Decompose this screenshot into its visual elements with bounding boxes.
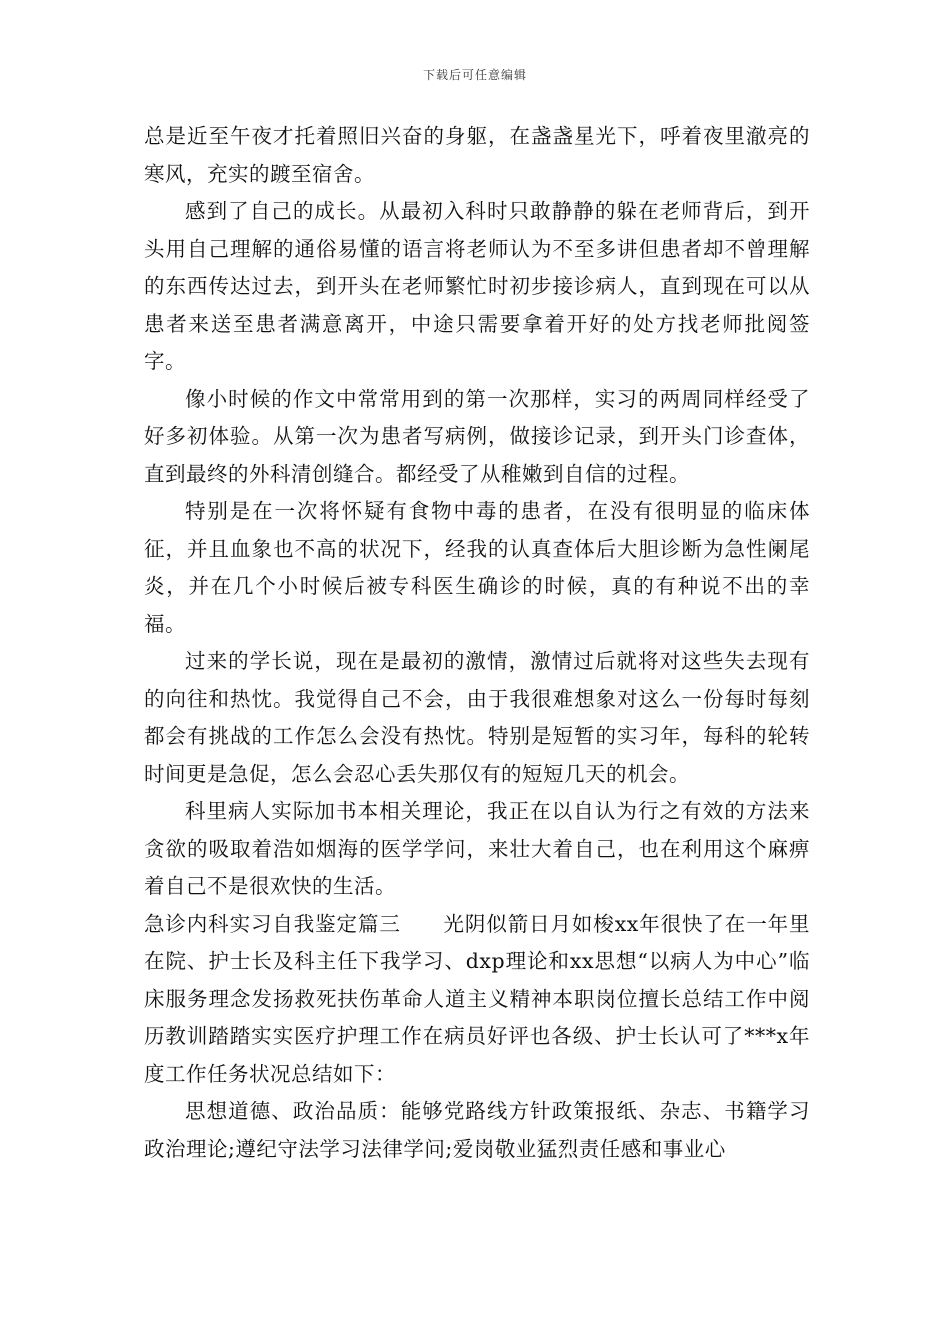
paragraph: 思想道德、政治品质：能够党路线方针政策报纸、杂志、书籍学习政治理论;遵纪守法学习法律学问;爱岗敬业猛烈责任感和事业心 bbox=[144, 1099, 810, 1161]
section-paragraph: 急诊内科实习自我鉴定篇三 光阴似箭日月如梭xx年很快了在一年里在院、护士长及科主任下我学习、dxp理论和xx思想“以病人为中心”临床服务理念发扬救死扶伤革命人道主义精神本职岗位擅长总结工作中阅历教训踏踏实实医疗护理工作在病员好评也各级、护士长认可了***x年度工作任务状况总结如下： bbox=[144, 911, 810, 1086]
header-note: 下载后可任意编辑 bbox=[422, 68, 527, 82]
paragraph: 感到了自己的成长。从最初入科时只敢静静的躲在老师背后，到开头用自己理解的通俗易懂的语言将老师认为不至多讲但患者却不曾理解的东西传达过去，到开头在老师繁忙时初步接诊病人，直到现在可以从患者来送至患者满意离开，中途只需要拿着开好的处方找老师批阅签字。 bbox=[144, 199, 810, 373]
paragraph: 特别是在一次将怀疑有食物中毒的患者，在没有很明显的临床体征，并且血象也不高的状况下，经我的认真查体后大胆诊断为急性阑尾炎，并在几个小时候后被专科医生确诊的时候，真的有种说不出的幸福。 bbox=[144, 499, 810, 636]
paragraph: 总是近至午夜才托着照旧兴奋的身躯，在盏盏星光下，呼着夜里澈亮的寒风，充实的踱至宿舍。 bbox=[144, 124, 810, 186]
paragraph: 像小时候的作文中常常用到的第一次那样，实习的两周同样经受了好多初体验。从第一次为患者写病例，做接诊记录，到开头门诊查体，直到最终的外科清创缝合。都经受了从稚嫩到自信的过程。 bbox=[144, 386, 810, 486]
document-body bbox=[144, 118, 810, 1168]
paragraph: 过来的学长说，现在是最初的激情，激情过后就将对这些失去现有的向往和热忱。我觉得自己不会，由于我很难想象对这么一份每时每刻都会有挑战的工作怎么会没有热忱。特别是短暂的实习年，每科的轮转时间更是急促，怎么会忍心丢失那仅有的短短几天的机会。 bbox=[144, 649, 810, 786]
paragraph: 科里病人实际加书本相关理论，我正在以自认为行之有效的方法来贪欲的吸取着浩如烟海的医学学问，来壮大着自己，也在利用这个麻痹着自己不是很欢快的生活。 bbox=[144, 799, 810, 898]
